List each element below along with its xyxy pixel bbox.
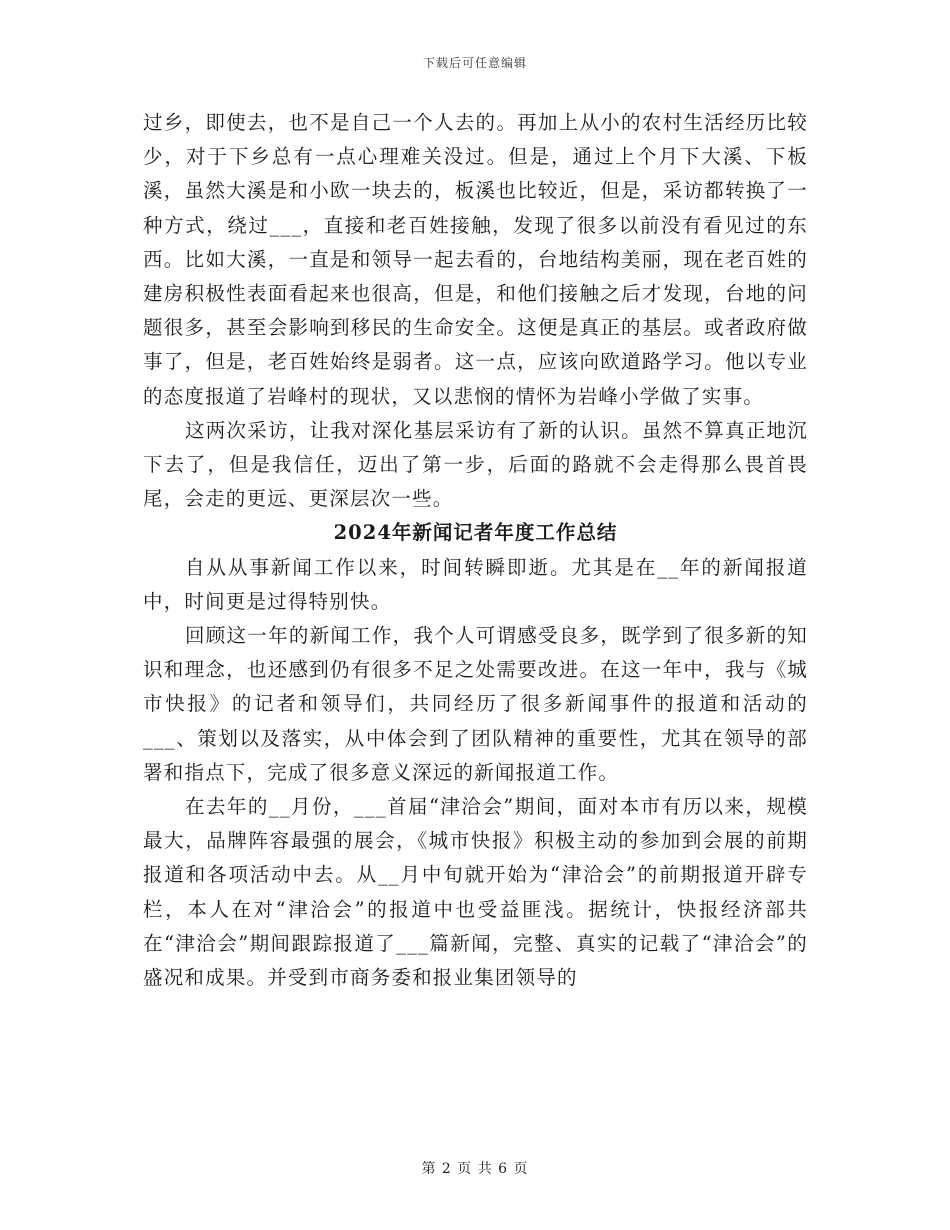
- paragraph: 自从从事新闻工作以来，时间转瞬即逝。尤其是在__年的新闻报道中，时间更是过得特别快。: [143, 555, 808, 613]
- paragraph: 这两次采访，让我对深化基层采访有了新的认识。虽然不算真正地沉下去了，但是我信任，迈出了第一步，后面的路就不会走得那么畏首畏尾，会走的更远、更深层次一些。: [143, 418, 808, 511]
- page-header: 下载后可任意编辑: [422, 56, 527, 70]
- document-body: [143, 106, 808, 995]
- paragraph: 回顾这一年的新闻工作，我个人可谓感受良多，既学到了很多新的知识和理念，也还感到仍有很多不足之处需要改进。在这一年中，我与《城市快报》的记者和领导们，共同经历了很多新闻事件的报道和活动的___、策划以及落实，从中体会到了团队精神的重要性，尤其在领导的部署和指点下，完成了很多意义深远的新闻报道工作。: [143, 624, 808, 784]
- paragraph-continued: 过乡，即使去，也不是自己一个人去的。再加上从小的农村生活经历比较少，对于下乡总有一点心理难关没过。但是，通过上个月下大溪、下板溪，虽然大溪是和小欧一块去的，板溪也比较近，但是，采访都转换了一种方式，绕过___，直接和老百姓接触，发现了很多以前没有看见过的东西。比如大溪，一直是和领导一起去看的，台地结构美丽，现在老百姓的建房积极性表面看起来也很高，但是，和他们接触之后才发现，台地的问题很多，甚至会影响到移民的生命安全。这便是真正的基层。或者政府做事了，但是，老百姓始终是弱者。这一点，应该向欧道路学习。他以专业的态度报道了岩峰村的现状，又以悲悯的情怀为岩峰小学做了实事。: [143, 111, 808, 408]
- paragraph: 在去年的__月份，___首届“津洽会”期间，面对本市有历以来，规模最大，品牌阵容最强的展会，《城市快报》积极主动的参加到会展的前期报道和各项活动中去。从__月中旬就开始为“津洽会”的前期报道开辟专栏，本人在对“津洽会”的报道中也受益匪浅。据统计，快报经济部共在“津洽会”期间跟踪报道了___篇新闻，完整、真实的记载了“津洽会”的盛况和成果。并受到市商务委和报业集团领导的: [143, 795, 808, 990]
- section-title: 2024年新闻记者年度工作总结: [333, 521, 618, 545]
- page-number-footer: 第 2 页 共 6 页: [421, 1161, 529, 1177]
